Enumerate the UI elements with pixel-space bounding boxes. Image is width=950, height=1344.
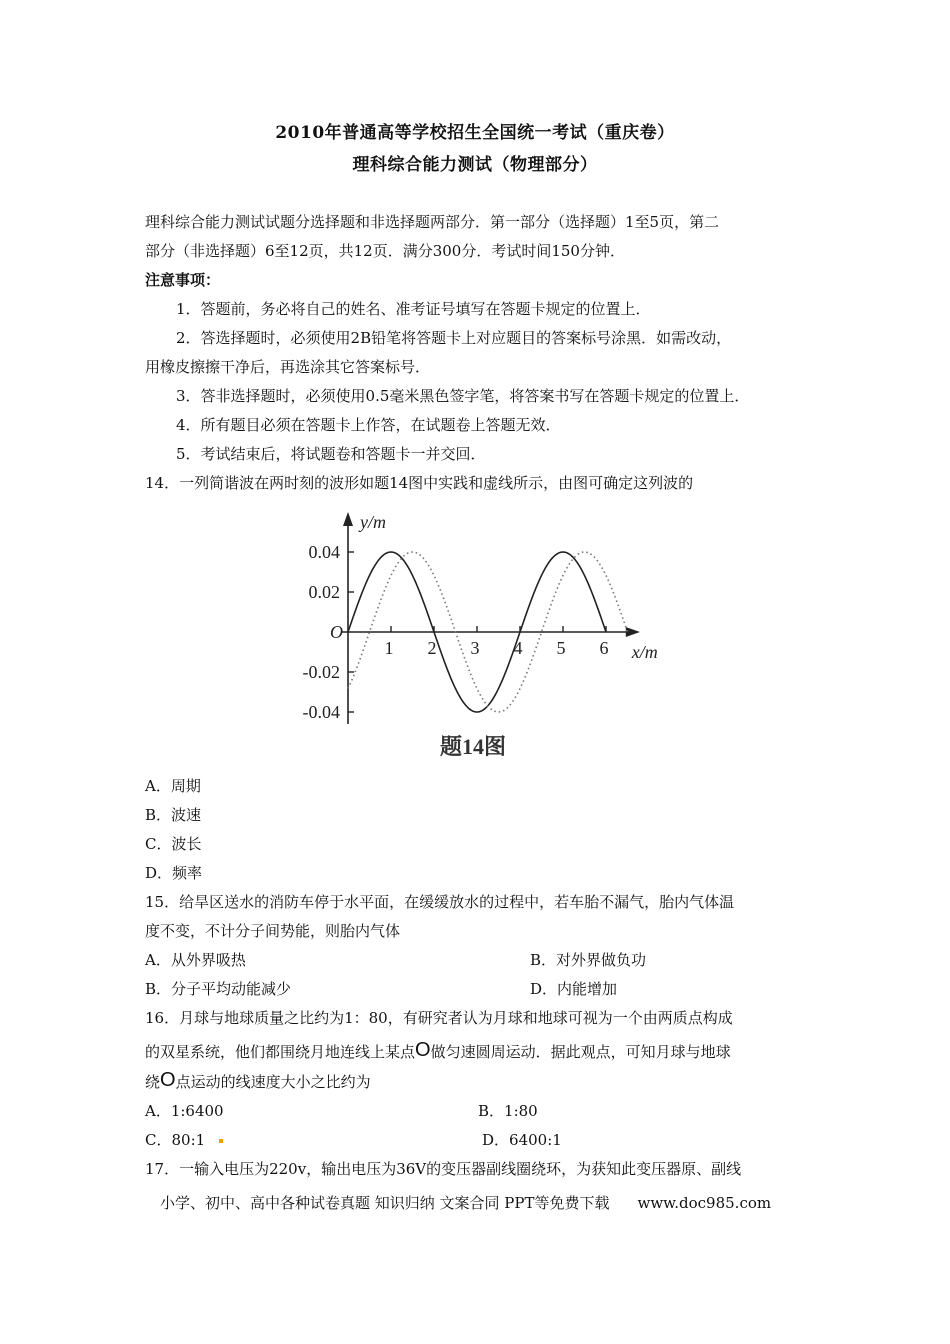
point-o-label: O bbox=[415, 1039, 431, 1061]
q15-stem-1: 15．给旱区送水的消防车停于水平面，在缓缓放水的过程中，若车胎不漏气，胎内气体温 bbox=[145, 893, 735, 911]
footer bbox=[160, 1192, 771, 1213]
q14-option-b: B．波速 bbox=[145, 806, 202, 824]
q16-option-c bbox=[145, 1130, 223, 1150]
origin-label: O bbox=[330, 622, 343, 642]
x-tick-label: 6 bbox=[599, 638, 609, 658]
y-axis-label: y/m bbox=[360, 512, 386, 532]
q15-option-b: B．对外界做负功 bbox=[530, 951, 647, 969]
q14-option-c: C．波长 bbox=[145, 835, 202, 853]
q16-stem-3b: 点运动的线速度大小之比约为 bbox=[175, 1073, 371, 1091]
q15-option-a: A．从外界吸热 bbox=[145, 951, 246, 969]
x-tick-label: 3 bbox=[470, 638, 480, 658]
q14-option-a: A．周期 bbox=[145, 777, 201, 795]
q16-stem-3 bbox=[145, 1070, 371, 1092]
x-axis-label: x/m bbox=[631, 642, 658, 662]
notice-item-1: 1．答题前，务必将自己的姓名、准考证号填写在答题卡规定的位置上． bbox=[176, 300, 651, 318]
notice-title: 注意事项： bbox=[145, 271, 221, 289]
chart-labels bbox=[303, 512, 658, 759]
figure-caption: 题14图 bbox=[439, 734, 507, 759]
notice-item-5: 5．考试结束后，将试题卷和答题卡一并交回． bbox=[176, 445, 486, 463]
q16-stem-2a: 的双星系统，他们都围绕月地连线上某点 bbox=[145, 1043, 416, 1061]
q16-option-b: B．1:80 bbox=[478, 1102, 538, 1120]
wave-figure bbox=[290, 508, 670, 768]
point-o-label-2: O bbox=[160, 1069, 176, 1091]
y-tick-label: -0.02 bbox=[302, 662, 340, 682]
q14-stem: 14．一列简谐波在两时刻的波形如题14图中实践和虚线所示，由图可确定这列波的 bbox=[145, 474, 694, 492]
y-axis-arrow bbox=[343, 512, 353, 526]
q16-option-c-text: C．80:1 bbox=[145, 1131, 206, 1149]
x-tick-label: 2 bbox=[427, 638, 437, 658]
q16-stem-2 bbox=[145, 1040, 731, 1062]
q16-stem-1: 16．月球与地球质量之比约为1：80，有研究者认为月球和地球可视为一个由两质点构成 bbox=[145, 1009, 733, 1027]
chart-axes bbox=[342, 512, 640, 724]
exam-subtitle: 理科综合能力测试（物理部分） bbox=[352, 155, 598, 175]
x-tick-label: 4 bbox=[513, 638, 523, 658]
exam-title: 2010年普通高等学校招生全国统一考试（重庆卷） bbox=[275, 123, 675, 143]
q16-option-a: A．1:6400 bbox=[145, 1102, 224, 1120]
y-tick-label: 0.02 bbox=[308, 582, 340, 602]
notice-item-4: 4．所有题目必须在答题卡上作答，在试题卷上答题无效． bbox=[176, 416, 561, 434]
q16-stem-2b: 做匀速圆周运动．据此观点，可知月球与地球 bbox=[430, 1043, 731, 1061]
intro-line-2: 部分（非选择题）6至12页，共12页．满分300分．考试时间150分钟． bbox=[145, 242, 625, 260]
y-tick-label: -0.04 bbox=[302, 702, 340, 722]
notice-item-2-cont: 用橡皮擦擦干净后，再选涂其它答案标号． bbox=[145, 358, 431, 376]
notice-item-2: 2．答选择题时，必须使用2B铅笔将答题卡上对应题目的答案标号涂黑．如需改动， bbox=[176, 329, 732, 347]
intro-line-1: 理科综合能力测试试题分选择题和非选择题两部分．第一部分（选择题）1至5页，第二 bbox=[145, 213, 720, 231]
q15-option-d: D．内能增加 bbox=[530, 980, 618, 998]
q14-option-d: D．频率 bbox=[145, 864, 203, 882]
notice-item-3: 3．答非选择题时，必须使用0.5毫米黑色签字笔，将答案书写在答题卡规定的位置上． bbox=[176, 387, 750, 405]
q15-option-c: B．分子平均动能减少 bbox=[145, 980, 292, 998]
q16-stem-3a: 绕 bbox=[145, 1073, 161, 1091]
footer-url[interactable]: www.doc985.com bbox=[637, 1194, 772, 1212]
footer-text: 小学、初中、高中各种试卷真题 知识归纳 文案合同 PPT等免费下载 bbox=[160, 1194, 610, 1212]
q16-option-d: D．6400:1 bbox=[482, 1131, 562, 1149]
x-tick-label: 1 bbox=[384, 638, 394, 658]
x-tick-label: 5 bbox=[556, 638, 566, 658]
x-axis-arrow bbox=[626, 627, 640, 637]
q17-stem-1: 17．一输入电压为220v，输出电压为36V的变压器副线圈绕环，为获知此变压器原、副线 bbox=[145, 1160, 742, 1178]
stray-dot bbox=[219, 1139, 223, 1143]
q15-stem-2: 度不变，不计分子间势能，则胎内气体 bbox=[145, 922, 401, 940]
y-tick-label: 0.04 bbox=[308, 542, 340, 562]
